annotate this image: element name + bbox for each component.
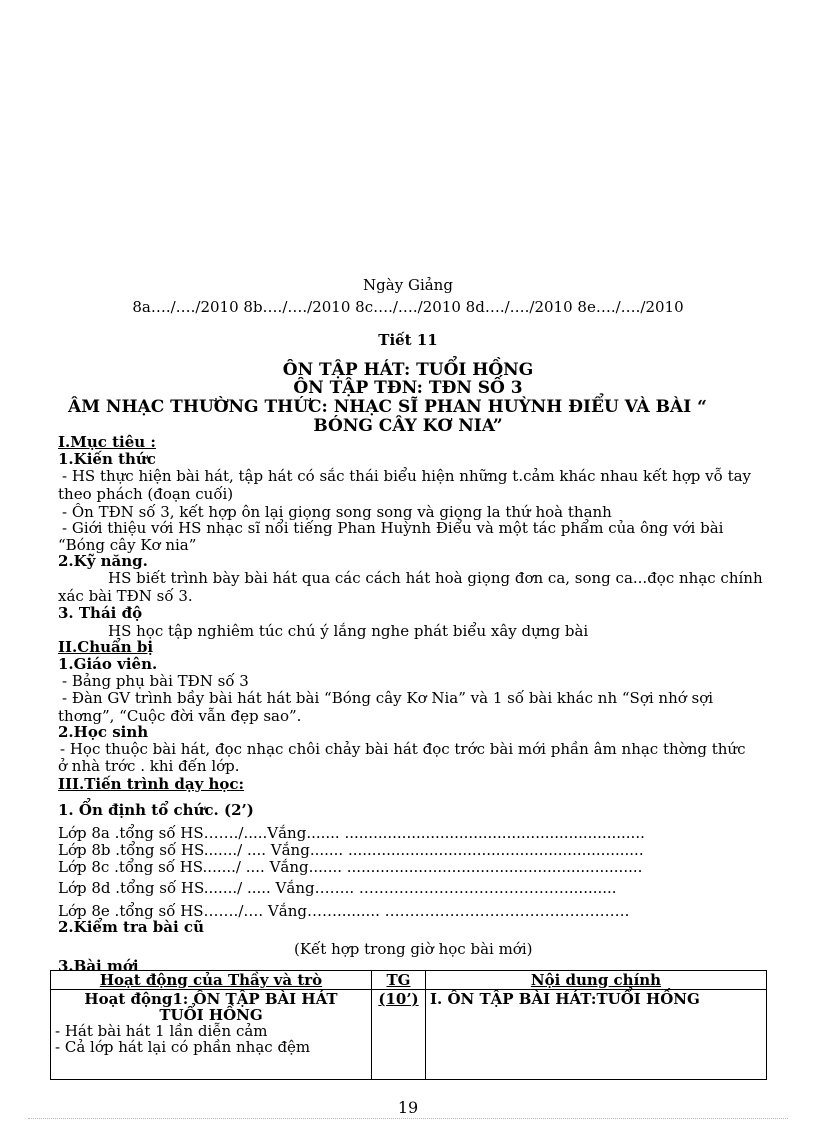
teacher-item-1: - Bảng phụ bài TĐN số 3 <box>62 672 249 690</box>
teaching-dates: 8a…./…./2010 8b…./…./2010 8c…./…./2010 8d…./…./2010 8e…./…./2010 <box>132 298 684 316</box>
title-line-3: ÂM NHẠC THƯỜNG THỨC: NHẠC SĨ PHAN HUỲNH ĐIỂU VÀ BÀI “ <box>68 397 707 417</box>
time-cell: (10’) <box>372 990 426 1080</box>
title-line-4: BÓNG CÂY KƠ NIA” <box>313 416 503 436</box>
class-row-8e: Lớp 8e .tổng số HS……./…. Vắng……......... …………………………………………. <box>58 902 630 920</box>
knowledge-heading: 1.Kiến thức <box>58 450 156 468</box>
column-header-time: TG <box>372 971 426 990</box>
process-heading: III.Tiến trình dạy học: <box>58 775 245 793</box>
title-line-2: ÔN TẬP TĐN: TĐN SỐ 3 <box>293 378 523 398</box>
class-row-8b: Lớp 8b .tổng số HS......./ .... Vắng....... .............................................................. <box>58 841 644 859</box>
teacher-item-2b: thơng”, “Cuộc đời vẫn đẹp sao”. <box>58 707 302 725</box>
content-cell: I. ÔN TẬP BÀI HÁT:TUỔI HỒNG <box>426 990 767 1080</box>
organization-heading: 1. Ổn định tổ chức. (2’) <box>58 801 254 819</box>
date-label: Ngày Giảng <box>363 276 453 294</box>
activity-line-1: - Hát bài hát 1 lần diễn cảm <box>55 1022 268 1040</box>
preparation-heading: II.Chuẩn bị <box>58 638 154 656</box>
attitude-heading: 3. Thái độ <box>58 604 143 622</box>
skill-item-1b: xác bài TĐN số 3. <box>58 587 193 605</box>
lesson-number: Tiết 11 <box>378 331 438 349</box>
student-heading: 2.Học sinh <box>58 723 149 741</box>
title-line-1: ÔN TẬP HÁT: TUỔI HỒNG <box>282 360 534 380</box>
page-number: 19 <box>397 1098 419 1117</box>
activity-line-2: - Cả lớp hát lại có phần nhạc đệm <box>55 1038 311 1056</box>
class-row-8a: Lớp 8a .tổng số HS……./.....Vắng....... ............................................................... <box>58 824 645 842</box>
new-lesson-heading: 3.Bài mới <box>58 957 139 975</box>
knowledge-item-3b: “Bóng cây Kơ nia” <box>58 536 197 554</box>
footer-divider <box>28 1118 788 1119</box>
column-header-content: Nội dung chính <box>426 971 767 990</box>
knowledge-item-1: - HS thực hiện bài hát, tập hát có sắc thái biểu hiện những t.cảm khác nhau kết hợp vỗ tay <box>62 467 752 485</box>
knowledge-item-2: - Ôn TĐN số 3, kết hợp ôn lại giọng song song và giọng la thứ hoà thanh <box>62 503 612 521</box>
objectives-heading: I.Mục tiêu : <box>58 433 156 451</box>
class-row-8c: Lớp 8c .tổng số HS......./ .... Vắng....... .............................................................. <box>58 858 643 876</box>
skill-heading: 2.Kỹ năng. <box>58 552 148 570</box>
attitude-item-1: HS học tập nghiêm túc chú ý lắng nghe phát biểu xây dựng bài <box>108 622 589 640</box>
knowledge-item-1b: theo phách (đoạn cuối) <box>58 485 234 503</box>
class-row-8d: Lớp 8d .tổng số HS......./ ..... Vắng…….. …………………………………….......... <box>58 879 617 897</box>
review-heading: 2.Kiểm tra bài cũ <box>58 918 204 936</box>
review-note: (Kết hợp trong giờ học bài mới) <box>294 940 533 958</box>
knowledge-item-3: - Giới thiệu với HS nhạc sĩ nổi tiếng Phan Huỳnh Điểu và một tác phẩm của ông với bài <box>62 519 724 537</box>
teacher-item-2: - Đàn GV trình bầy bài hát hát bài “Bóng cây Kơ Nia” và 1 số bài khác nh “Sợi nhớ sợi <box>62 689 714 707</box>
activity-title-cont: TUỔI HỒNG <box>159 1006 263 1024</box>
table-row <box>51 990 767 1080</box>
lesson-table <box>50 970 767 1080</box>
skill-item-1: HS biết trình bày bài hát qua các cách hát hoà giọng đơn ca, song ca...đọc nhạc chính <box>108 569 763 587</box>
activity-title: Hoạt động1: ÔN TẬP BÀI HÁT <box>84 990 338 1008</box>
student-item-1: - Học thuộc bài hát, đọc nhạc chôi chảy bài hát đọc trớc bài mới phần âm nhạc thờng thức <box>60 740 746 758</box>
activities-cell <box>51 990 372 1080</box>
teacher-heading: 1.Giáo viên. <box>58 655 158 673</box>
student-item-1b: ở nhà trớc . khi đến lớp. <box>58 757 240 775</box>
column-header-activities: Hoạt động của Thầy và trò <box>51 971 372 990</box>
